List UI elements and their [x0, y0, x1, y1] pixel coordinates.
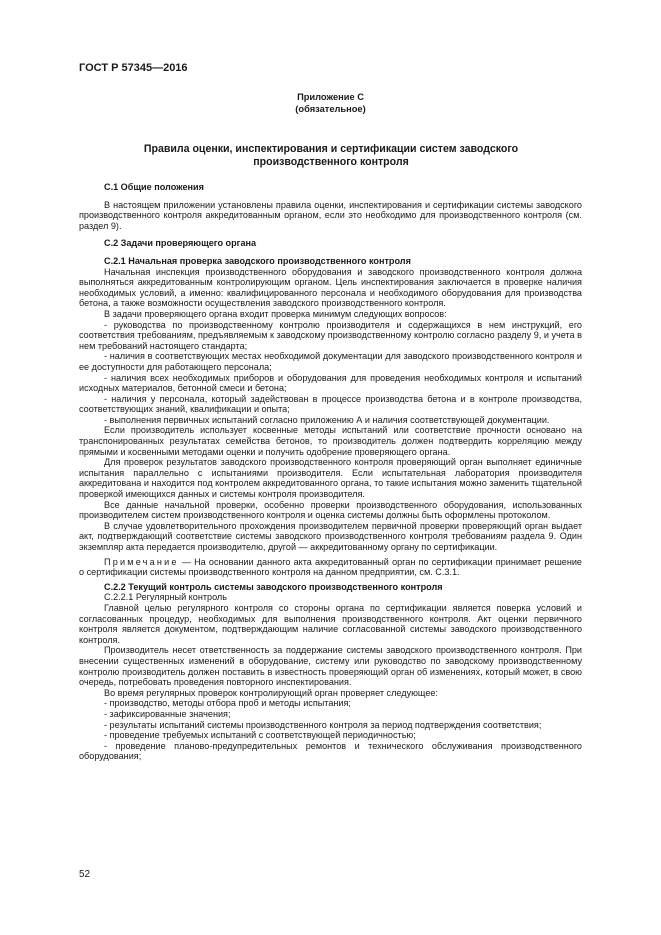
paragraph: Во время регулярных проверок контролирующий орган проверяет следующее: — [104, 687, 438, 698]
annex-status: (обязательное) — [295, 104, 366, 114]
section-heading-c21: С.2.1 Начальная проверка заводского производственного контроля — [104, 255, 411, 266]
list-item: - руководства по производственному контролю производителя и содержащихся в нем инструкций, его соответствия требованиям, предъявляемым к заводскому производственному контролю согласно разделу 9, и учета в нем требований настоящего стандарта; — [79, 319, 582, 351]
paragraph: Для проверок результатов заводского производственного контроля проверяющий орган выполняет единичные испытания параллельно с испытаниями производителя. Если испытательная лаборатория производителя аккредитована и находится под контролем аккредитованного органа, то такие испытания можно заменить тщательной проверкой имеющихся данных и системы контроля производителя. — [79, 457, 582, 500]
annex-title: Правила оценки, инспектирования и сертификации систем заводского производственного контроля — [143, 143, 519, 168]
paragraph: Главной целью регулярного контроля со стороны органа по сертификации является поверка условий и согласованных процедур, необходимых для выполнения производственного контроля. Акт оценки первичного контроля является документом, подтверждающим наличие согласованной системы заводского производственного контроля. — [79, 602, 582, 645]
paragraph: Все данные начальной проверки, особенно проверки производственного оборудования, использованных производителем систем производственного контроля и оценка системы должны быть оформлены протоколом. — [79, 499, 582, 521]
paragraph: В настоящем приложении установлены правила оценки, инспектирования и сертификации системы заводского производственного контроля аккредитованным органом, если это необходимо для производственного контроля (см. раздел 9). — [79, 199, 582, 231]
section-heading-c2: С.2 Задачи проверяющего органа — [104, 238, 257, 249]
document-code: ГОСТ Р 57345—2016 — [79, 62, 188, 74]
paragraph: Производитель несет ответственность за поддержание системы заводского производственного контроля. При внесении существенных изменений в оборудование, систему или руководство по заводскому производственному контролю производитель должен поставить в известность проверяющий орган об изменениях, который может, в свою очередь, потребовать проведения повторного инспектирования. — [79, 645, 582, 688]
list-item: - производство, методы отбора проб и методы испытания; — [104, 698, 351, 709]
note-label: Примечание — [104, 556, 179, 567]
section-heading-c1: С.1 Общие положения — [104, 182, 204, 192]
annex-label: Приложение С — [297, 92, 364, 102]
list-item: - результаты испытаний системы производственного контроля за период подтверждения соответствия; — [104, 719, 542, 730]
paragraph: В случае удовлетворительного прохождения производителем первичной проверки проверяющий орган выдает акт, подтверждающий соответствие системы заводского производственного контроля требованиям раздела 9. Один экземпляр акта передается производителю, другой — аккредитованному органу по сертификации. — [79, 520, 582, 552]
paragraph: В задачи проверяющего органа входит проверка минимум следующих вопросов: — [104, 308, 447, 319]
list-item: - наличия у персонала, который задействован в процессе производства бетона и в контроле производства, соответствующих знаний, квалификации и опыта; — [79, 393, 582, 415]
section-heading-c22: С.2.2 Текущий контроль системы заводского производственного контроля — [104, 581, 443, 592]
document-body — [79, 182, 582, 762]
list-item: - выполнения первичных испытаний согласно приложению А и наличия соответствующей документации. — [104, 414, 550, 425]
note-text: — На основании данного акта аккредитованный орган по сертификации принимает решение о сертификации системы производственного контроля на данном предприятии, см. С.3.1. — [79, 556, 582, 578]
list-item: - зафиксированные значения; — [104, 708, 231, 719]
page-number: 52 — [79, 869, 91, 880]
list-item: - проведение требуемых испытаний с соответствующей периодичностью; — [104, 730, 416, 741]
subsection-heading-c221: С.2.2.1 Регулярный контроль — [104, 592, 227, 603]
list-item: - наличия в соответствующих местах необходимой документации для заводского производственного контроля и ее доступности для работающего персонала; — [79, 351, 582, 372]
list-item: - проведение планово-предупредительных ремонтов и технического обслуживания производственного оборудования; — [79, 740, 582, 762]
note — [79, 557, 582, 578]
list-item: - наличия всех необходимых приборов и оборудования для проведения необходимых контроля и испытаний исходных материалов, бетонной смеси и бетона; — [79, 372, 582, 394]
paragraph: Начальная инспекция производственного оборудования и заводского производственного контроля должна выполняться аккредитованным контролирующим органом. Цель инспектирования заключается в проверке наличия необходимых условий, а именно: квалифицированного персонала и необходимого оборудования для производства бетона, а также возможности осуществления заводского производственного контроля. — [79, 266, 582, 309]
paragraph: Если производитель использует косвенные методы испытаний или соответствие прочности основано на транспонированных результатах семейства бетонов, то производитель должен подтвердить корреляцию между прямыми и косвенными методами оценки и получить одобрение проверяющего органа. — [79, 425, 582, 457]
